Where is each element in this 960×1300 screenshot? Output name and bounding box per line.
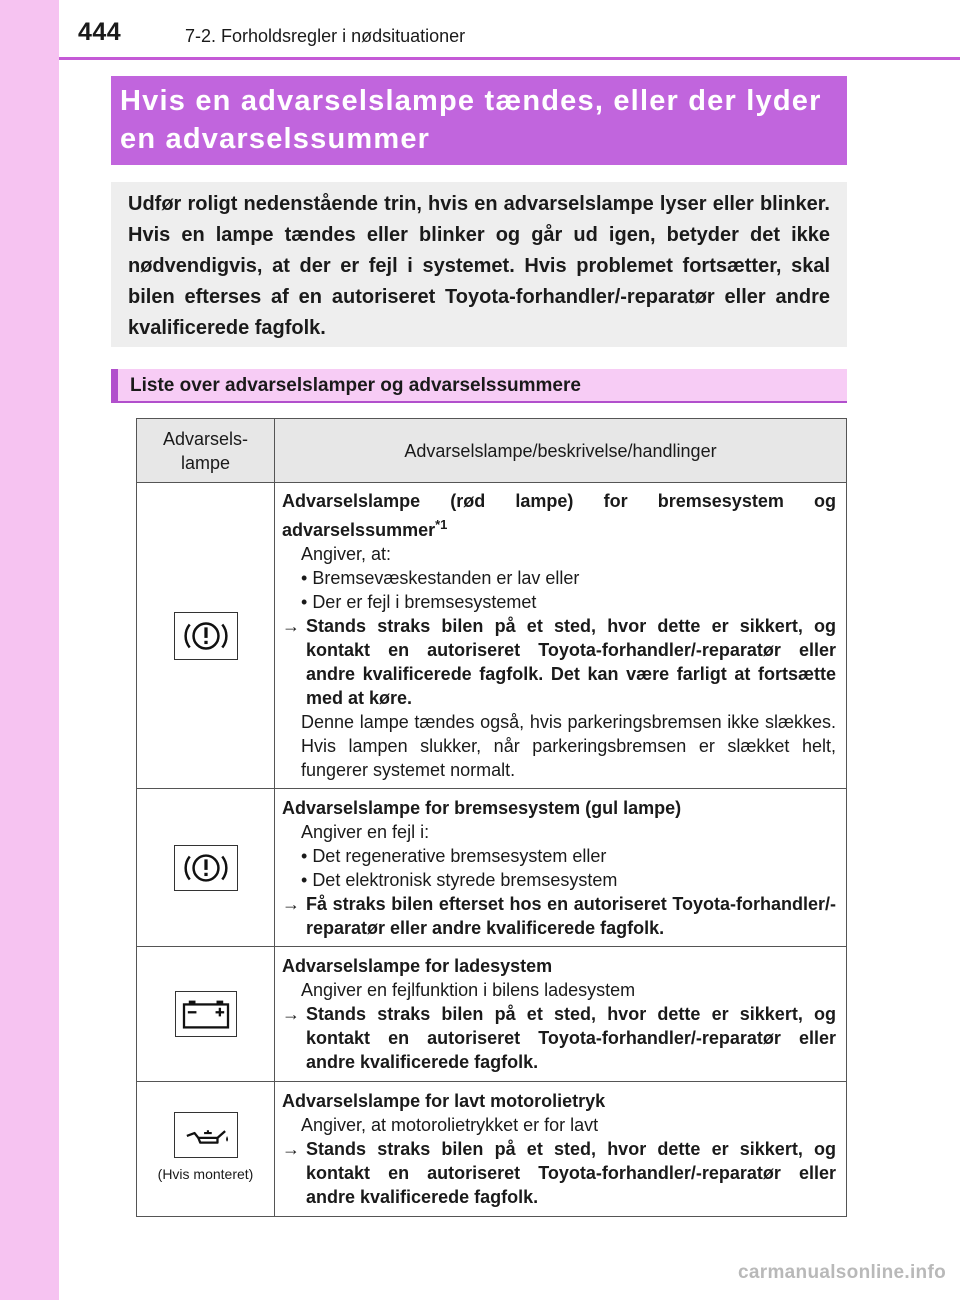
col-header-lamp: Advarsels-lampe xyxy=(137,419,275,483)
table-row xyxy=(137,483,847,789)
action-text: → Stands straks bilen på et sted, hvor dette er sikkert, og kontakt en autoriseret Toyota-forhandler/-reparatør eller andre kvalificerede fagfolk. Det kan være farligt at fortsætte med at køre. xyxy=(282,616,836,708)
warning-table xyxy=(136,418,847,1217)
col-header-description: Advarselslampe/beskrivelse/handlinger xyxy=(275,419,847,483)
description-cell xyxy=(275,947,847,1082)
lamp-cell xyxy=(137,1082,275,1217)
list-item: • Der er fejl i bremsesystemet xyxy=(301,592,537,612)
page-number: 444 xyxy=(78,18,122,46)
arrow-icon: → xyxy=(282,616,300,636)
row-note: Denne lampe tændes også, hvis parkeringsbremsen ikke slækkes. Hvis lampen slukker, når parkeringsbremsen er slækket helt, fungerer systemet normalt. xyxy=(301,712,836,780)
list-item: • Det elektronisk styrede bremsesystem xyxy=(301,869,618,890)
icon-note: (Hvis monteret) xyxy=(157,1166,254,1182)
lamp-cell xyxy=(137,789,275,947)
description-cell xyxy=(275,789,847,947)
row-title: Advarselslampe for ladesystem xyxy=(282,956,553,976)
description-cell xyxy=(275,1082,847,1217)
description-cell xyxy=(275,483,847,789)
table-row xyxy=(137,1082,847,1217)
brake-warning-icon xyxy=(174,612,238,660)
lamp-cell xyxy=(137,947,275,1082)
arrow-icon: → xyxy=(282,1004,300,1024)
intro-box xyxy=(111,182,847,347)
list-heading-text: Liste over advarselslamper og advarselssummere xyxy=(130,375,581,396)
row-title: Advarselslampe for bremsesystem (gul lampe) xyxy=(282,797,682,818)
footnote-mark: *1 xyxy=(435,517,448,532)
section-label: 7-2. Forholdsregler i nødsituationer xyxy=(185,26,466,46)
action-text: → Stands straks bilen på et sted, hvor dette er sikkert, og kontakt en autoriseret Toyota-forhandler/-reparatør eller andre kvalificerede fagfolk. xyxy=(282,1004,836,1072)
row-title: Advarselslampe (rød lampe) for bremsesystem og advarselssummer xyxy=(282,491,836,540)
action-text: → Få straks bilen efterset hos en autoriseret Toyota-forhandler/-reparatør eller andre kvalificerede fagfolk. xyxy=(282,893,836,938)
table-row xyxy=(137,947,847,1082)
row-lead: Angiver en fejlfunktion i bilens ladesystem xyxy=(301,980,636,1000)
side-stripe xyxy=(0,0,59,1300)
list-heading xyxy=(111,369,847,403)
arrow-icon: → xyxy=(282,1139,300,1159)
action-text: → Stands straks bilen på et sted, hvor dette er sikkert, og kontakt en autoriseret Toyota-forhandler/-reparatør eller andre kvalificerede fagfolk. xyxy=(282,1139,836,1207)
oil-pressure-icon xyxy=(174,1112,238,1158)
table-header-row xyxy=(137,419,847,483)
list-item: • Bremsevæskestanden er lav eller xyxy=(301,568,580,588)
header-rule xyxy=(59,57,960,60)
watermark: carmanualsonline.info xyxy=(738,1262,946,1283)
row-lead: Angiver, at motorolietrykket er for lavt xyxy=(301,1115,599,1135)
lamp-cell xyxy=(137,483,275,789)
arrow-icon: → xyxy=(282,893,300,914)
title-band xyxy=(111,76,847,165)
brake-system-icon xyxy=(174,845,238,891)
row-lead: Angiver, at: xyxy=(301,544,392,564)
battery-charge-icon xyxy=(175,991,237,1037)
table-row xyxy=(137,789,847,947)
page-title: Hvis en advarselslampe tændes, eller der lyder en advarselssummer xyxy=(120,85,822,155)
row-title: Advarselslampe for lavt motorolietryk xyxy=(282,1091,606,1111)
list-item: • Det regenerative bremsesystem eller xyxy=(301,845,607,866)
intro-text: Udfør roligt nedenstående trin, hvis en advarselslampe lyser eller blinker. Hvis en lampe tændes eller blinker og går ud igen, betyder det ikke nødvendigvis, at der er fejl i systemet. Hvis problemet fortsætter, skal bilen efterses af en autoriseret Toyota-forhandler/-reparatør eller andre kvalificerede fagfolk. xyxy=(128,193,830,339)
row-lead: Angiver en fejl i: xyxy=(301,821,430,842)
